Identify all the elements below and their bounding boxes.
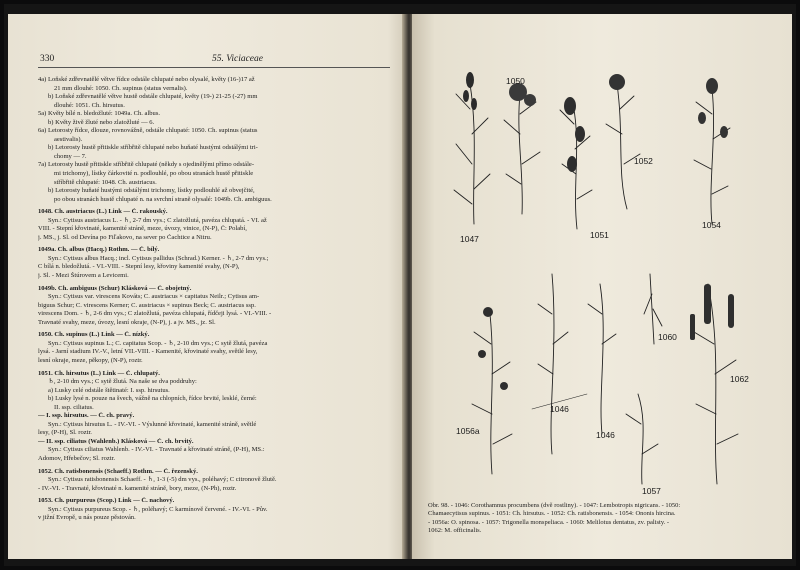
text-line: chomy — 7. bbox=[54, 152, 87, 160]
text-line: lysá. - Jarní stadium IV.-V., letní VII.-VIII. - Kamenité, křovinaté svahy, světlé lesy, bbox=[38, 348, 258, 356]
text-line: stříbřitě chlupaté: 1048. Ch. austriacus. bbox=[54, 178, 157, 186]
figure-label: 1062 bbox=[730, 374, 749, 384]
figure-label: 1052 bbox=[634, 156, 653, 166]
text-line: po obou stranách hustě chlupaté n. na svrchní straně olysalé: 1049b. Ch. ambiguus. bbox=[54, 195, 272, 203]
page-number-left: 330 bbox=[40, 54, 55, 64]
text-line: lesní okraje, meze, pěkopy, (N-P), roztr. bbox=[38, 356, 143, 364]
species-heading: — I. ssp. hirsutus. — Č. ch. pravý. bbox=[38, 412, 135, 420]
text-line: mi trichomy), lístky čárkovité n. podlouhlé, po obou stranách hustě přitiskle bbox=[54, 170, 254, 178]
text-line: 4a) Loňské zdřevnatělé větve řídce odstále chlupaté nebo olysalé, květy (16-)17 až bbox=[38, 76, 255, 83]
figure-label: 1046 bbox=[596, 430, 615, 440]
text-line: v jižní Evropě, u nás pouze pěstován. bbox=[38, 514, 136, 522]
text-line: a) Lusky celé odstále štětinaté: I. ssp. hirsutus. bbox=[48, 386, 170, 394]
text-line: b) Lusky lysé n. pouze na švech, vážně na chlopních, řídce brvité, lesklé, černé: bbox=[48, 395, 257, 403]
figure-label: 1054 bbox=[702, 220, 721, 230]
text-line: C bílá n. bledožlutá. - VI.-VIII. - Stepní lesy, křoviny kamenité svahy, (N-P), bbox=[38, 263, 240, 271]
text-line: aestivalis). bbox=[54, 135, 83, 143]
species-heading: 1049a. Ch. albus (Hacq.) Rothm. — Č. bílý. bbox=[38, 246, 160, 254]
caption-line: 1062: M. officinalis. bbox=[428, 527, 482, 535]
key-text-block bbox=[38, 76, 390, 523]
text-line: Syn.: Cytisus purpureus Scop. - ♄, poléhavý; C karmínově červené. - IV.-VI. - Pův. bbox=[48, 505, 268, 513]
header-rule bbox=[38, 67, 390, 68]
left-page bbox=[8, 14, 408, 559]
text-line: b) Letorosty huňaté hustými odstálými trichomy, lístky podlouhlé až obvejčité, bbox=[48, 187, 255, 195]
text-line: b) Loňské zdřevnatělé větve hustě odstále chlupaté, květy (19-) 21-25 (-27) mm bbox=[48, 93, 258, 101]
text-line: virescens Dom. - ♄, 2-6 dm vys.; C zlatožlutá, pavéza chlupatá, řídčeji lysá. - VI.-VIII. - bbox=[38, 310, 272, 318]
text-line: Syn.: Cytisus ratisbonensis Schaeff. - ♄, 1-3 (-5) dm vys., poléhavý; C citronově žlutě. bbox=[48, 476, 277, 484]
text-line: b) Letorosty hustě přitiskle stříbřitě chlupaté nebo huňaté hustými odstálými tri- bbox=[48, 144, 258, 152]
figure-label: 1056a bbox=[456, 426, 480, 436]
species-heading: 1049b. Ch. ambiguus (Schur) Klásková — Č. obojetný. bbox=[38, 284, 192, 292]
text-line: Syn.: Cytisus var. virescens Kováts; C. austriacus × capitatus Neilr.; Cytisus am- bbox=[48, 293, 260, 301]
text-line: 21 mm dlouhé: 1050. Ch. supinus (status vernalis). bbox=[54, 84, 188, 92]
text-line: Travnaté svahy, meze, úvozy, lesní okraje, (N-P), j. a jv. MS., jz. Sl. bbox=[38, 318, 216, 326]
figure-label: 1060 bbox=[658, 332, 677, 342]
figure-label: 1050 bbox=[506, 76, 525, 86]
text-line: 7a) Letorosty hustě přitiskle stříbřitě chlupaté (někdy s ojedinělými přímo odstále- bbox=[38, 161, 254, 169]
right-page bbox=[412, 14, 792, 559]
species-heading: 1053. Ch. purpureus (Scop.) Link — Č. nachový. bbox=[38, 497, 175, 505]
text-line: 6a) Letorosty řídce, dlouze, rovnovážně, odstále chlupaté: 1050. Ch. supinus (status bbox=[38, 127, 258, 135]
figure-label: 1057 bbox=[642, 486, 661, 496]
figure-caption bbox=[428, 502, 780, 536]
species-heading: 1051. Ch. hirsutus (L.) Link — Č. chlupatý. bbox=[38, 369, 160, 377]
figure-label: 1046 bbox=[550, 404, 569, 414]
text-line: Syn.: Cytisus ciliatus Wahlenb. - IV.-VI. - Travnaté a křovinaté stráně, (P-H), MS.: bbox=[48, 446, 265, 454]
caption-line: Obr. 98. - 1046: Corothamnus procumbens (dvě rostliny). - 1047: Lembotropis nigricans. - 1050: bbox=[428, 502, 681, 509]
text-line: lesy, (P-H), Sl. roztr. bbox=[38, 429, 92, 437]
text-line: j. MS., j. Sl. od Devína po Fiľakovo, na sever po Čachtice a Nitru. bbox=[38, 233, 212, 241]
caption-line: Chamaecytisus supinus. - 1051: Ch. hirsutus. - 1052: Ch. ratisbonensis. - 1054: Ononis hircina. bbox=[428, 510, 676, 518]
species-heading: 1052. Ch. ratisbonensis (Schaeff.) Rothm. — Č. řezenský. bbox=[38, 467, 198, 475]
running-head: 55. Viciaceae bbox=[212, 54, 263, 64]
book-spread bbox=[4, 4, 796, 566]
text-line: biguus Schur; C. virescens Kerner; C. austriacus × supinus Beck; C. austriacus ssp. bbox=[38, 301, 256, 309]
text-line: Syn.: Cytisus albus Hacq.; incl. Cytisus pallidus (Schrad.) Kerner. - ♄, 2-7 dm vys.; bbox=[48, 254, 269, 262]
text-line: II. ssp. ciliatus. bbox=[54, 403, 94, 411]
text-line: - IV.-VI. - Travnaté, křovinaté n. kamenité stráně, bory, meze, (N-Ph), roztr. bbox=[38, 484, 237, 492]
text-line: Adomov, Hřebečov; Sl. roztr. bbox=[38, 454, 116, 462]
text-line: VIII. - Stepní křovinaté, kamenité stráně, meze, úvozy, vinice, (N-P), Č: Polabí, bbox=[38, 225, 247, 233]
text-line: dlouhé: 1051. Ch. hirsutus. bbox=[54, 101, 125, 109]
text-line: Syn.: Cytisus supinus L.; C. capitatus Scop. - ♄, 2-10 dm vys.; C sytě žlutá, pavéza bbox=[48, 339, 268, 347]
text-line: Syn.: Cytisus hirsutus L. - IV.-VI. - Výslunné křovinaté, kamenité stráně, světlé bbox=[48, 420, 257, 428]
species-heading: — II. ssp. ciliatus (Wahlenb.) Klásková — Č. ch. brvitý. bbox=[38, 437, 194, 445]
figure-label: 1051 bbox=[590, 230, 609, 240]
species-heading: 1050. Ch. supinus (L.) Link — Č. nízký. bbox=[38, 331, 150, 339]
botanical-illustration-plate bbox=[412, 14, 792, 559]
text-line: b) Květy živě žluté nebo zlatožluté — 6. bbox=[48, 118, 155, 126]
text-line: ♄, 2-10 dm vys.; C sytě žlutá. Na naše se dva poddruhy: bbox=[48, 378, 197, 386]
caption-line: - 1056a: O. spinosa. - 1057: Trigonella monspeliaca. - 1060: Melilotus dentatus, zv. palisty. - bbox=[428, 518, 670, 526]
figure-label: 1047 bbox=[460, 234, 479, 244]
text-line: Syn.: Cytisus austriacus L. - ♄, 2-7 dm vys.; C zlatožlutá, pavéza chlupatá. - VI. až bbox=[48, 216, 267, 224]
species-heading: 1048. Ch. austriacus (L.) Link — Č. rakouský. bbox=[38, 208, 168, 216]
text-line: j. Sl. - Mezi Štúrovem a Levicemi. bbox=[38, 272, 129, 280]
text-line: 5a) Květy bílé n. bledožluté: 1049a. Ch. albus. bbox=[38, 110, 160, 118]
